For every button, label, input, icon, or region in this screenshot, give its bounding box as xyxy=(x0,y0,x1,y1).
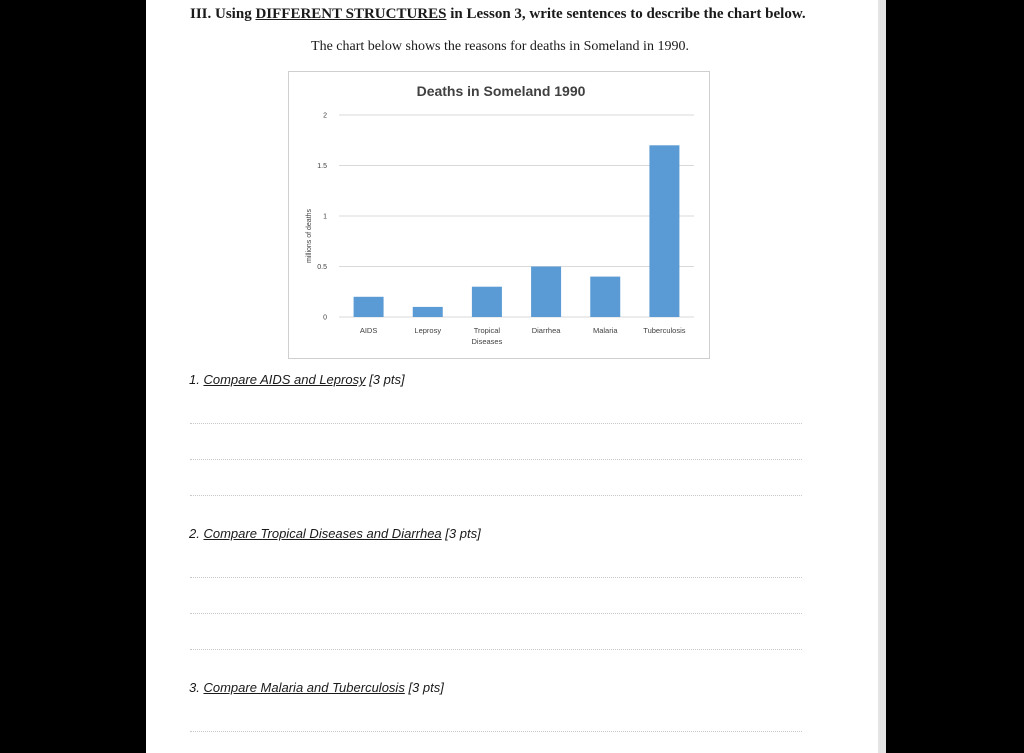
x-category-label: Malaria xyxy=(592,326,618,335)
instruction-suffix: in Lesson 3, write sentences to describe the chart below. xyxy=(446,6,806,22)
y-tick-label: 1 xyxy=(323,213,327,221)
bar-tuberculosis xyxy=(649,145,679,317)
chart-canvas xyxy=(289,72,709,358)
y-tick-label: 0 xyxy=(323,314,327,322)
y-tick-label: 0.5 xyxy=(317,264,327,271)
question-3-points: [3 pts] xyxy=(404,680,444,695)
chart-caption: The chart below shows the reasons for deaths in Someland in 1990. xyxy=(311,39,689,54)
question-2-number: 2. xyxy=(189,526,204,541)
bar-chart xyxy=(288,71,710,359)
x-category-label: Tuberculosis xyxy=(643,326,686,335)
x-category-label: Tropical xyxy=(473,326,501,335)
bar-diarrhea xyxy=(531,267,561,318)
answer-line[interactable] xyxy=(190,577,802,578)
answer-line[interactable] xyxy=(190,731,802,732)
instruction-prefix: III. Using xyxy=(190,6,256,22)
exercise-instruction xyxy=(190,6,806,23)
question-3 xyxy=(189,680,444,695)
answer-line[interactable] xyxy=(190,649,802,650)
bar-tropical-diseases xyxy=(472,287,502,317)
question-1-points: [3 pts] xyxy=(365,372,405,387)
question-2-title: Compare Tropical Diseases and Diarrhea xyxy=(203,526,442,541)
instruction-emphasis: DIFFERENT STRUCTURES xyxy=(255,6,447,22)
answer-line[interactable] xyxy=(190,495,802,496)
page-edge-shadow xyxy=(878,0,886,753)
x-category-label: Leprosy xyxy=(414,326,442,335)
answer-line[interactable] xyxy=(190,459,802,460)
bar-aids xyxy=(354,297,384,317)
y-axis-title: millions of deaths xyxy=(306,208,313,264)
question-1 xyxy=(189,372,405,387)
question-3-title: Compare Malaria and Tuberculosis xyxy=(203,680,405,695)
x-category-label: AIDS xyxy=(359,326,378,335)
question-1-title: Compare AIDS and Leprosy xyxy=(203,372,366,387)
question-1-number: 1. xyxy=(189,372,204,387)
question-2 xyxy=(189,526,481,541)
x-category-label: Diarrhea xyxy=(531,326,561,335)
x-category-label: Diseases xyxy=(471,337,503,346)
question-2-points: [3 pts] xyxy=(441,526,481,541)
worksheet-page xyxy=(146,0,886,753)
chart-title: Deaths in Someland 1990 xyxy=(416,83,586,99)
answer-line[interactable] xyxy=(190,423,802,424)
y-tick-label: 1.5 xyxy=(317,163,327,170)
y-tick-label: 2 xyxy=(323,112,327,120)
bar-malaria xyxy=(590,277,620,317)
bar-leprosy xyxy=(413,307,443,317)
question-3-number: 3. xyxy=(189,680,204,695)
answer-line[interactable] xyxy=(190,613,802,614)
